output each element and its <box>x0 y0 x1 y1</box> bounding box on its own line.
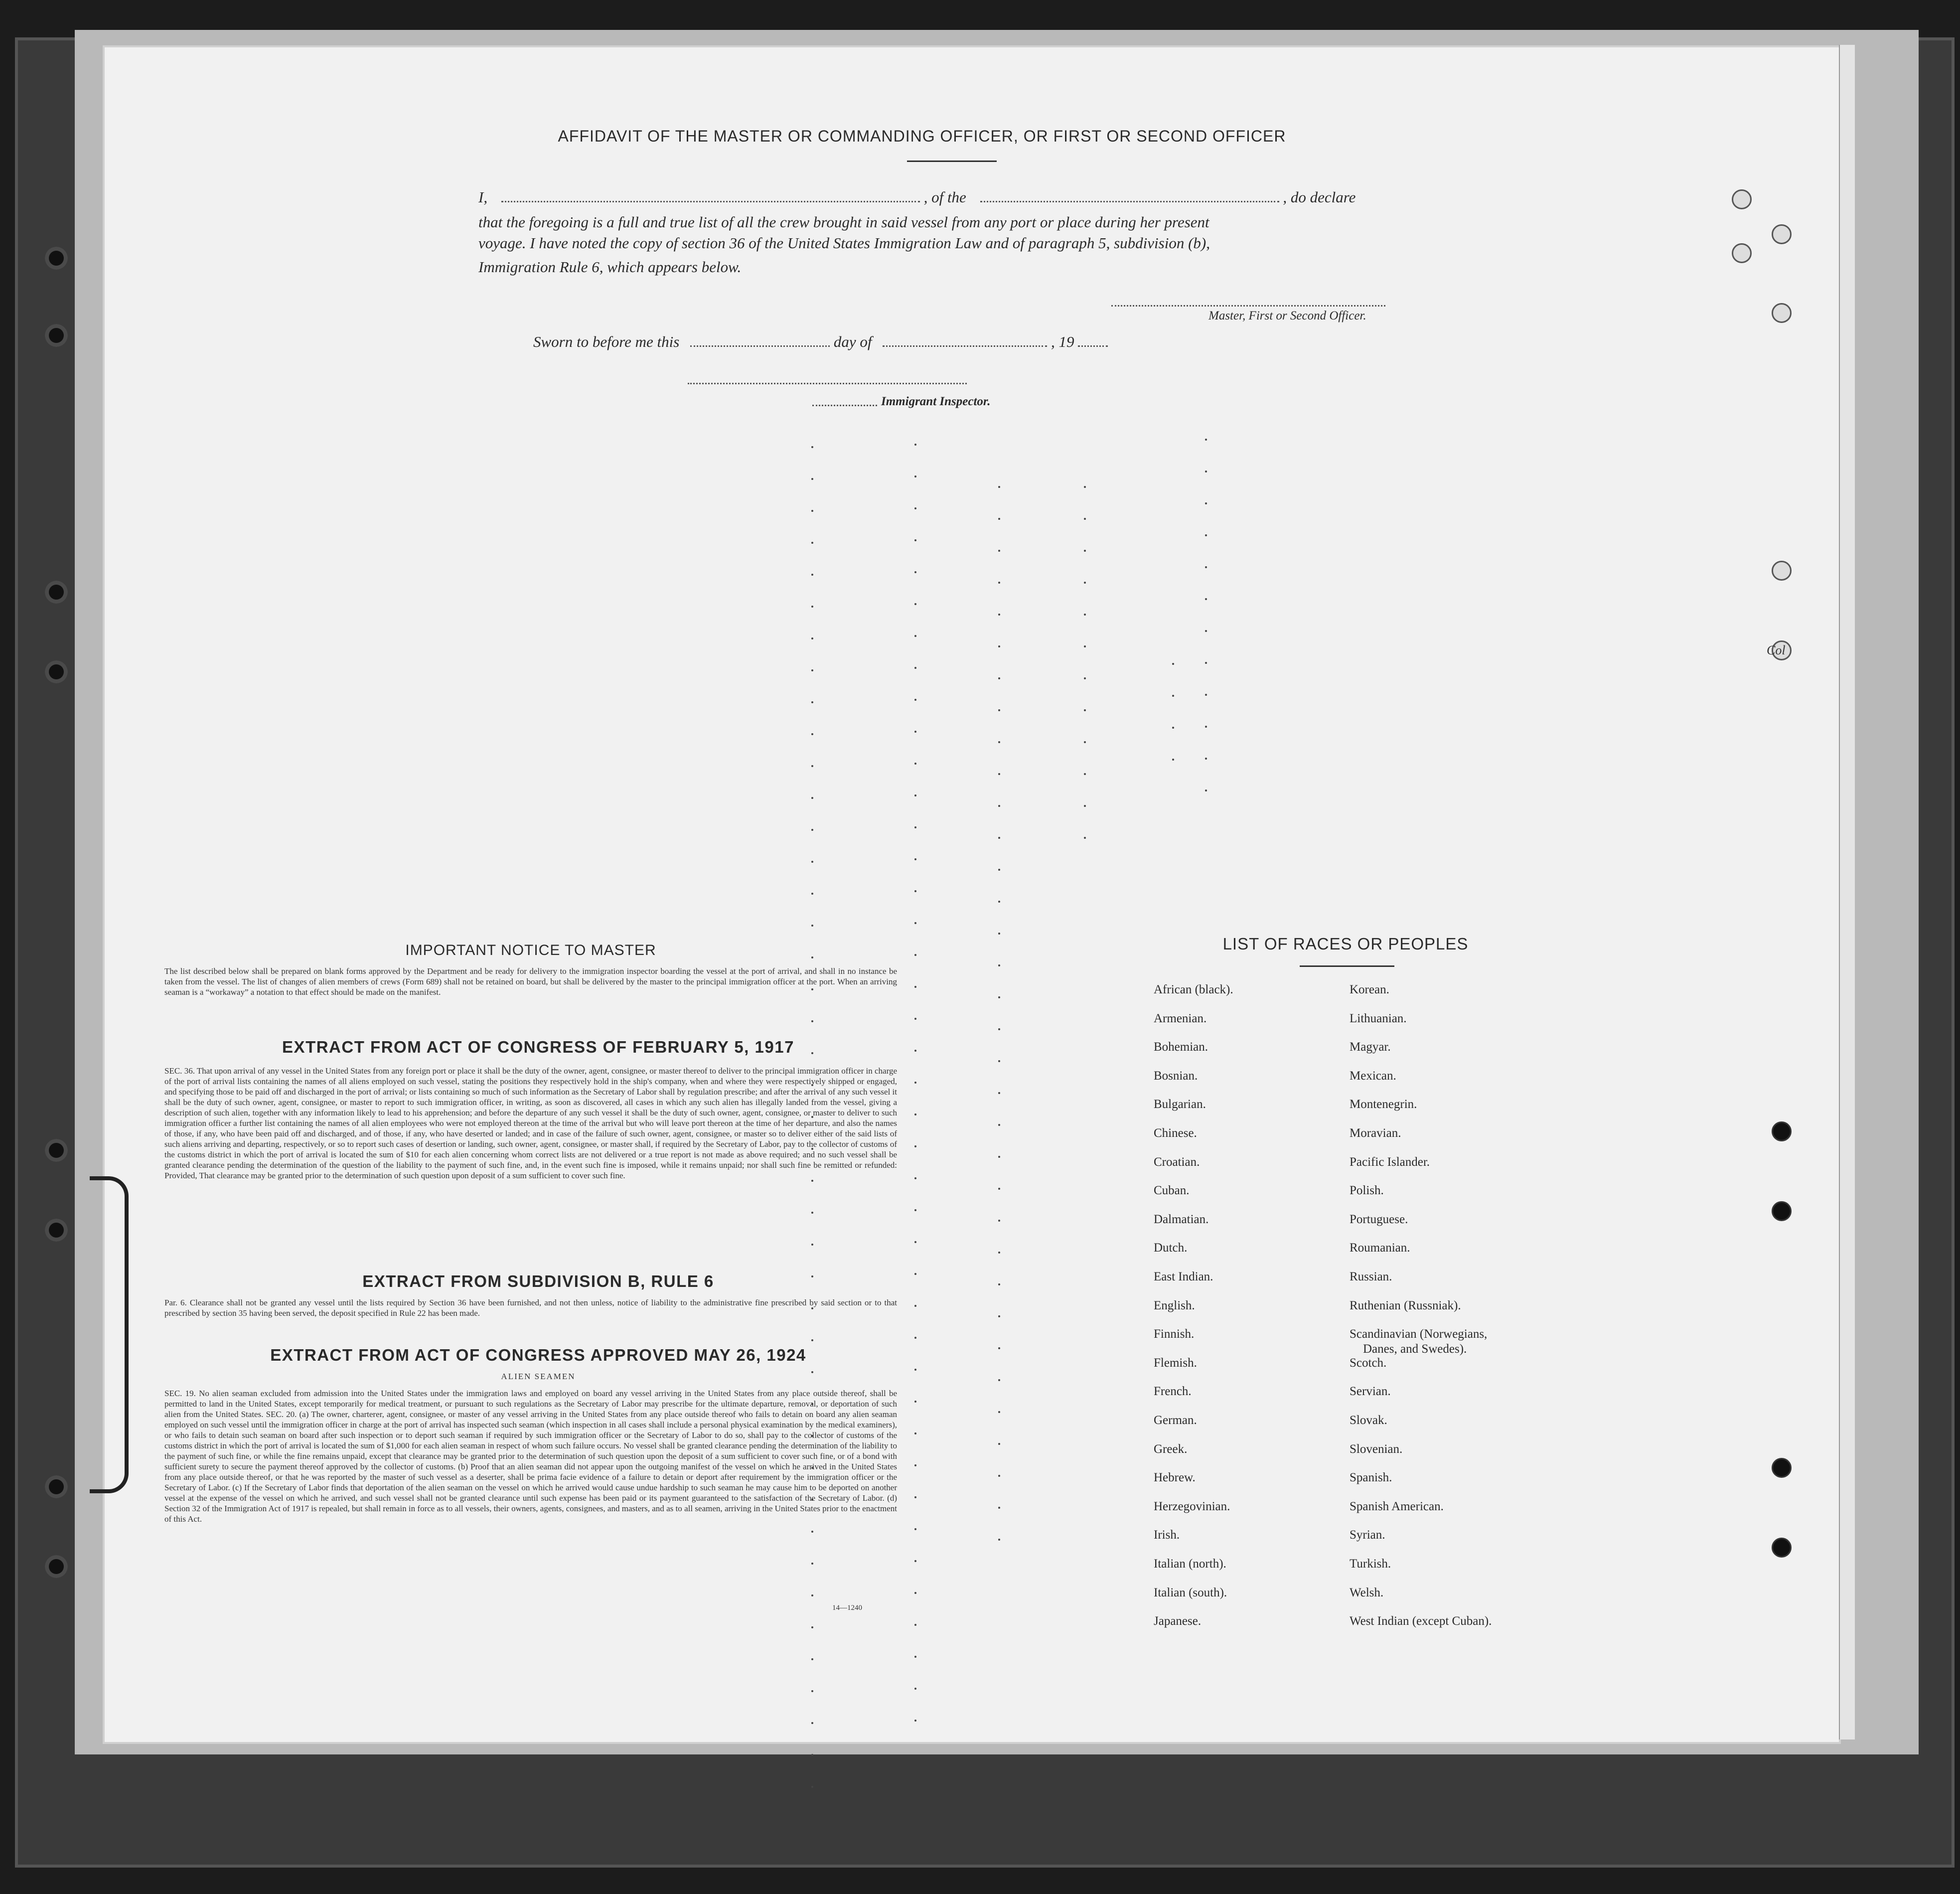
punch-ring-icon <box>1732 189 1752 209</box>
vessel-label: , of the <box>923 188 966 206</box>
declare-label: , do declare <box>1283 188 1356 206</box>
race-item: Croatian. <box>1154 1155 1200 1169</box>
punch-hole-icon <box>45 581 68 604</box>
race-item: Italian (north). <box>1154 1557 1226 1571</box>
affidavit-line-2: that the foregoing is a full and true list of all the crew brought in said vessel from any port or place during her present <box>478 213 1209 231</box>
race-item: Mexican. <box>1350 1069 1396 1083</box>
affidavit-title: AFFIDAVIT OF THE MASTER OR COMMANDING OFFICER, OR FIRST OR SECOND OFFICER <box>558 127 1286 145</box>
binding-string <box>90 1176 129 1493</box>
rule-6-title: EXTRACT FROM SUBDIVISION B, RULE 6 <box>362 1272 714 1290</box>
affidavit-line-4: Immigration Rule 6, which appears below. <box>478 258 742 276</box>
day-of-label: day of <box>833 333 872 350</box>
vessel-name-field[interactable] <box>980 200 1279 202</box>
punch-hole-icon <box>45 324 68 347</box>
race-item: Irish. <box>1154 1528 1180 1542</box>
race-item: Montenegrin. <box>1350 1098 1417 1111</box>
declarant-label: I, <box>478 188 488 206</box>
race-item: Russian. <box>1350 1270 1392 1283</box>
race-item: Slovenian. <box>1350 1442 1403 1456</box>
sworn-year-field[interactable] <box>1078 345 1108 347</box>
sworn-day-field[interactable] <box>690 345 830 347</box>
race-item: Turkish. <box>1350 1557 1391 1571</box>
race-item: Bohemian. <box>1154 1040 1208 1054</box>
rule-6-text: Par. 6. Clearance shall not be granted any vessel until the lists required by Section 36 have been furnished, and not then unless, notice of liability to the administrative fine prescribed by said section or to that prescribed by section 35 having been served, the deposit specified in Rule 22 has been made. <box>164 1298 897 1318</box>
notice-text: The list described below shall be prepared on blank forms approved by the Department and be ready for delivery to the immigration inspector boarding the vessel at the port of arrival, and shall in no instance be taken from the vessel. The list of changes of alien members of crews (Form 689) shall not be retained on board, but shall be delivered by the master to the principal immigration officer at the port. When an arriving seaman is a “workaway” a notation to that effect should be made on the manifest. <box>164 966 897 997</box>
races-title-underline <box>1300 965 1394 967</box>
punch-hole-icon <box>45 1219 68 1242</box>
race-item: Lithuanian. <box>1350 1011 1407 1025</box>
punch-ring-icon <box>1772 1121 1792 1141</box>
dotted-column <box>1084 486 1086 869</box>
punch-hole-icon <box>45 247 68 270</box>
sworn-month-field[interactable] <box>883 345 1047 347</box>
race-item: Scotch. <box>1350 1356 1387 1370</box>
extract-1924-title: EXTRACT FROM ACT OF CONGRESS APPROVED MAY 26, 1924 <box>270 1346 806 1364</box>
dotted-column <box>1172 663 1174 790</box>
punch-ring-icon <box>1772 1201 1792 1221</box>
race-item: Spanish American. <box>1350 1499 1444 1513</box>
race-item: Herzegovinian. <box>1154 1499 1230 1513</box>
race-item: Dalmatian. <box>1154 1212 1209 1226</box>
race-item: Dutch. <box>1154 1241 1188 1255</box>
race-item: Cuban. <box>1154 1184 1190 1198</box>
punch-ring-icon <box>1772 224 1792 244</box>
margin-handwriting: Col <box>1767 643 1786 657</box>
extract-1917-title: EXTRACT FROM ACT OF CONGRESS OF FEBRUARY 5, 1917 <box>282 1038 794 1056</box>
race-item: Magyar. <box>1350 1040 1391 1054</box>
race-item: Moravian. <box>1350 1126 1401 1140</box>
punch-ring-icon <box>1772 561 1792 581</box>
race-item: East Indian. <box>1154 1270 1213 1283</box>
punch-ring-icon <box>1772 303 1792 323</box>
race-item: Flemish. <box>1154 1356 1197 1370</box>
master-signature-field[interactable] <box>1111 305 1385 307</box>
race-item: Roumanian. <box>1350 1241 1410 1255</box>
race-item: West Indian (except Cuban). <box>1350 1614 1492 1628</box>
punch-hole-icon <box>45 1139 68 1162</box>
race-item: Japanese. <box>1154 1614 1202 1628</box>
race-item: Spanish. <box>1350 1471 1392 1485</box>
punch-hole-icon <box>45 660 68 683</box>
race-item: Portuguese. <box>1350 1212 1408 1226</box>
punch-ring-icon <box>1772 1538 1792 1558</box>
master-signature-caption: Master, First or Second Officer. <box>1208 309 1366 322</box>
race-item: French. <box>1154 1385 1192 1399</box>
race-item: Welsh. <box>1350 1585 1384 1599</box>
inspector-signature-field[interactable] <box>688 383 967 384</box>
race-item: Chinese. <box>1154 1126 1197 1140</box>
races-title: LIST OF RACES OR PEOPLES <box>1222 935 1469 953</box>
inspector-signature-caption: Immigrant Inspector. <box>881 395 991 408</box>
race-item: Hebrew. <box>1154 1471 1196 1485</box>
form-number: 14—1240 <box>832 1604 862 1612</box>
race-item: Italian (south). <box>1154 1585 1227 1599</box>
notice-title: IMPORTANT NOTICE TO MASTER <box>405 942 656 958</box>
year-label: , 19 <box>1051 333 1074 350</box>
race-item: Syrian. <box>1350 1528 1385 1542</box>
race-item: Slovak. <box>1350 1414 1387 1427</box>
race-item: Greek. <box>1154 1442 1188 1456</box>
punch-hole-icon <box>45 1475 68 1498</box>
sworn-label: Sworn to before me this <box>533 333 680 350</box>
dotted-column <box>1205 439 1207 821</box>
race-item: African (black). <box>1154 983 1233 996</box>
extract-1924-text: SEC. 19. No alien seaman excluded from admission into the United States under the immigration laws and employed on board any vessel arriving in the United States from any place outside thereof, shall be permitted to land in the United States, except temporarily for medical treatment, or pursuant to such regulations as the Secretary of Labor may prescribe for the ultimate departure, removal, or deportation of such alien from the United States. SEC. 20. (a) The owner, charterer, agent, consignee, or master of any vessel arriving in the United States from any place outside thereof who fails to detain on board any alien seaman employed on such vessel until the immigration officer in charge at the port of arrival has inspected such seaman (which inspection in all cases shall include a personal physical examination by the medical examiners), or who fails to detain such seaman on board after such inspection or to deport such seaman if required by such immigration officer or the Secretary of Labor to do so, shall pay to the collector of customs of the customs district in which the port of arrival is located the sum of $1,000 for each alien seaman in respect of whom such failure occurs. No vessel shall be granted clearance pending the determination of the liability to the payment of such fine, or while the fine remains unpaid, except that clearance may be granted prior to the determination of such question upon the deposit of a sum sufficient to cover such fine, or of a bond with sufficient surety to secure the payment thereof approved by the collector of customs. (b) Proof that an alien seaman did not appear upon the outgoing manifest of the vessel on which he arrived in the United States from any place outside thereof, or that he was reported by the master of such vessel as a deserter, shall be prima facie evidence of a failure to detain or deport after requirement by the immigration officer or the Secretary of Labor. (c) If the Secretary of Labor finds that deportation of the alien seaman on the vessel on which he arrived would cause undue hardship to such seaman he may cause him to be deported on another vessel at the expense of the vessel on which he arrived, and such vessel shall not be granted clearance until such expense has been paid or its payment guaranteed to the satisfaction of the Secretary of Labor. (d) Section 32 of the Immigration Act of 1917 is repealed, but shall remain in force as to all vessels, their owners, agents, consignees, and masters, and as to all seamen, arriving in the United States prior to the enactment of this Act. <box>164 1389 897 1524</box>
affidavit-line-3: voyage. I have noted the copy of section 36 of the United States Immigration Law and of paragraph 5, subdivision (b), <box>478 234 1210 252</box>
punch-ring-icon <box>1772 1458 1792 1478</box>
declarant-name-field[interactable] <box>501 200 920 202</box>
punch-ring-icon <box>1732 243 1752 263</box>
alien-seamen-subtitle: ALIEN SEAMEN <box>501 1372 576 1381</box>
race-item: Finnish. <box>1154 1327 1195 1341</box>
dotted-column <box>914 444 916 1751</box>
extract-1917-text: SEC. 36. That upon arrival of any vessel in the United States from any foreign port or place it shall be the duty of the owner, agent, consignee, or master thereof to deliver to the principal immigration officer in charge of the port of arrival lists containing the names of all aliens employed on such vessel, stating the positions they respectively hold in the ship's company, when and where they were respectively shipped or engaged, and specifying those to be paid off and discharged in the port of arrival; or lists containing so much of such information as the Secretary of Labor shall by regulation prescribe; and after the arrival of any such vessel it shall be the duty of such owner, agent, consignee, or master to report to such immigration officer, in writing, as soon as discovered, all cases in which any such alien has illegally landed from the vessel, giving a description of such alien, together with any information likely to lead to his apprehension; and before the departure of any such vessel it shall be the duty of such owner, agent, consignee, or master to deliver to such immigration officer a further list containing the names of all alien employees who were not employed thereon at the time of the arrival but who will leave port thereon at the time of her departure, and also the names of those, if any, who have been paid off and discharged, and of those, if any, who have deserted or landed; and in case of the failure of such owner, agent, consignee, or master so to deliver either of the said lists of such aliens arriving and departing, respectively, or so to report such cases of desertion or landing, such owner, agent, consignee, or master shall, if required by the Secretary of Labor, pay to the collector of customs of the customs district in which the port of arrival is located the sum of $10 for each alien concerning whom correct lists are not delivered or a true report is not made as above required; and no such vessel shall be granted clearance pending the determination of the question of the liability to the payment of such fine, and, in the event such fine is imposed, while it remains unpaid; nor shall such fine be remitted or refunded: Provided, That clearance may be granted prior to the determination of such question upon deposit of a sum sufficient to cover such fine. <box>164 1066 897 1180</box>
dotted-column <box>998 486 1000 1571</box>
race-item: German. <box>1154 1414 1197 1427</box>
page-edge <box>1839 45 1855 1739</box>
affidavit-line-1 <box>478 188 1425 206</box>
punch-hole-icon <box>45 1555 68 1578</box>
race-item: Armenian. <box>1154 1011 1207 1025</box>
title-underline <box>907 160 997 162</box>
race-item: Danes, and Swedes). <box>1363 1342 1467 1356</box>
race-item: Bosnian. <box>1154 1069 1198 1083</box>
race-item: Polish. <box>1350 1184 1384 1198</box>
race-item: Scandinavian (Norwegians, <box>1350 1327 1488 1341</box>
race-item: Servian. <box>1350 1385 1391 1399</box>
race-item: Korean. <box>1350 983 1389 996</box>
race-item: English. <box>1154 1298 1195 1312</box>
race-item: Bulgarian. <box>1154 1098 1206 1111</box>
race-item: Ruthenian (Russniak). <box>1350 1298 1461 1312</box>
sworn-line <box>533 333 1480 351</box>
race-item: Pacific Islander. <box>1350 1155 1430 1169</box>
inspector-initial-field[interactable] <box>812 405 877 406</box>
